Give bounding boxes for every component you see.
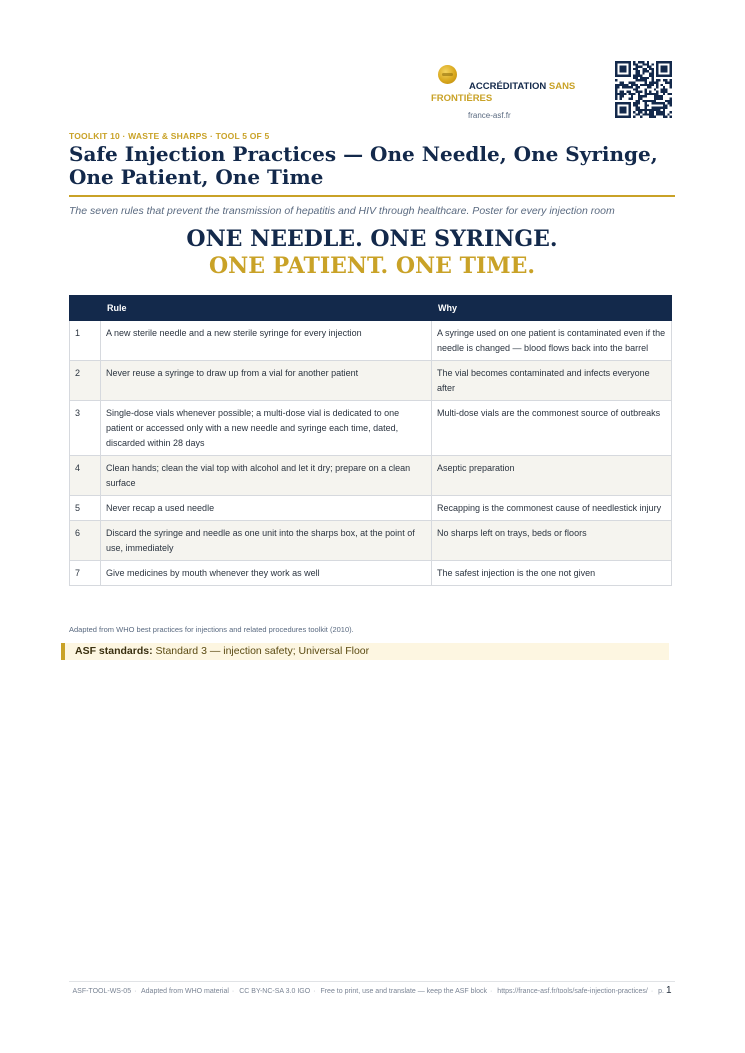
- footer-page-label: p.: [658, 988, 664, 995]
- row-why: Aseptic preparation: [432, 456, 672, 496]
- row-rule: A new sterile needle and a new sterile syringe for every injection: [101, 321, 432, 361]
- row-number: 2: [70, 361, 101, 401]
- row-why: Multi-dose vials are the commonest source of outbreaks: [432, 401, 672, 456]
- footer-url-link[interactable]: https://france-asf.fr/tools/safe-injection-practices/: [497, 988, 648, 995]
- brand-name-part1: ACCRÉDITATION: [469, 81, 547, 92]
- table-row: [70, 401, 672, 456]
- row-number: 6: [70, 521, 101, 561]
- row-rule: Clean hands; clean the vial top with alcohol and let it dry; prepare on a clean surface: [101, 456, 432, 496]
- footer: [69, 985, 675, 997]
- row-rule: Never recap a used needle: [101, 496, 432, 521]
- footer-separator: ·: [313, 988, 316, 995]
- slogan-line-2: ONE PATIENT. ONE TIME.: [208, 253, 536, 279]
- row-rule: Never reuse a syringe to draw up from a vial for another patient: [101, 361, 432, 401]
- row-number: 5: [70, 496, 101, 521]
- footer-adapted: Adapted from WHO material: [141, 988, 229, 995]
- row-why: Recapping is the commonest cause of needlestick injury: [432, 496, 672, 521]
- toolkit-kicker: TOOLKIT 10 · WASTE & SHARPS · TOOL 5 OF 5: [69, 131, 270, 141]
- standards-text: Standard 3 — injection safety; Universal Floor: [155, 645, 370, 657]
- footer-separator: ·: [231, 988, 235, 995]
- footer-usage: Free to print, use and translate — keep the ASF block: [320, 988, 487, 995]
- header-number: [70, 296, 101, 321]
- footer-doc-id: ASF-TOOL-WS-05: [72, 988, 132, 995]
- table-row: [70, 496, 672, 521]
- page-subtitle: The seven rules that prevent the transmission of hepatitis and HIV through healthcare. Poster for every injection room: [69, 205, 615, 217]
- footer-page-number: 1: [665, 985, 672, 996]
- row-rule: Single-dose vials whenever possible; a multi-dose vial is dedicated to one patient or accessed only with a new needle and syringe each time, dated, discarded within 28 days: [101, 401, 432, 456]
- footer-divider: [69, 981, 675, 982]
- brand-name-part3: FRONTIÈRES: [431, 93, 493, 104]
- row-rule: Give medicines by mouth whenever they work as well: [101, 561, 432, 586]
- row-why: A syringe used on one patient is contaminated even if the needle is changed — blood flows back into the barrel: [432, 321, 672, 361]
- standards-label: ASF standards:: [75, 645, 153, 657]
- footer-separator: ·: [650, 988, 654, 995]
- footer-separator: ·: [490, 988, 493, 995]
- brand-block: [430, 64, 600, 120]
- table-row: [70, 361, 672, 401]
- row-why: The vial becomes contaminated and infects everyone after: [432, 361, 672, 401]
- row-why: No sharps left on trays, beds or floors: [432, 521, 672, 561]
- row-rule: Discard the syringe and needle as one unit into the sharps box, at the point of use, immediately: [101, 521, 432, 561]
- brand-url[interactable]: france-asf.fr: [468, 111, 511, 120]
- row-number: 7: [70, 561, 101, 586]
- header-rule: Rule: [101, 296, 432, 321]
- table-row: [70, 561, 672, 586]
- qr-code-icon[interactable]: [615, 61, 672, 118]
- row-number: 4: [70, 456, 101, 496]
- table-row: [70, 456, 672, 496]
- footer-license: CC BY-NC-SA 3.0 IGO: [239, 988, 311, 995]
- header-why: Why: [432, 296, 672, 321]
- footer-separator: ·: [134, 988, 137, 995]
- standards-callout: [61, 643, 669, 660]
- page-title: Safe Injection Practices — One Needle, One Syringe, One Patient, One Time: [69, 142, 658, 189]
- slogan: [69, 226, 675, 280]
- row-why: The safest injection is the one not given: [432, 561, 672, 586]
- slogan-line-1: ONE NEEDLE. ONE SYRINGE.: [186, 226, 558, 252]
- brand-name-part2: SANS: [548, 81, 576, 92]
- asf-logo-icon: [438, 65, 457, 84]
- source-note: Adapted from WHO best practices for injections and related procedures toolkit (2010).: [69, 625, 354, 634]
- brand-name: [469, 81, 575, 93]
- row-number: 3: [70, 401, 101, 456]
- table-row: [70, 521, 672, 561]
- title-divider: [69, 195, 675, 197]
- table-header-row: [70, 296, 672, 321]
- rules-table: [69, 295, 672, 586]
- table-row: [70, 321, 672, 361]
- row-number: 1: [70, 321, 101, 361]
